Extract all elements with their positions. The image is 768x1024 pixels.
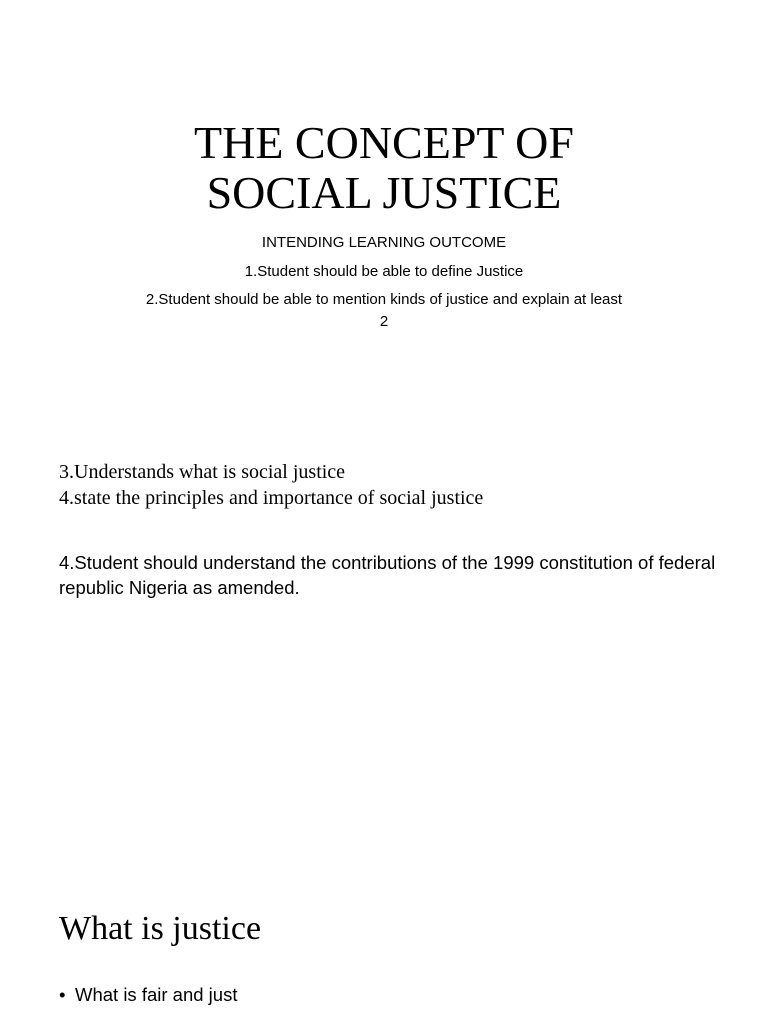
slide-title — [0, 0, 768, 400]
outcome-item-1: 1.Student should be able to define Justice — [244, 262, 524, 280]
slide-heading: What is justice — [59, 910, 262, 947]
bullet-item — [59, 983, 237, 1007]
slide-title-line-2: SOCIAL JUSTICE — [206, 167, 562, 218]
outcome-item-4: 4.state the principles and importance of social justice — [59, 487, 484, 509]
outcome-item-3: 3.Understands what is social justice — [59, 461, 346, 483]
slide-title-line-1: THE CONCEPT OF — [194, 117, 574, 168]
learning-outcomes — [60, 229, 708, 333]
outcome-item-4b: 4.Student should understand the contributions of the 1999 constitution of federal republic Nigeria as amended. — [59, 552, 716, 598]
bullet-symbol: • — [59, 984, 66, 1005]
bullet-text: What is fair and just — [75, 984, 238, 1005]
outcomes-continued-list — [59, 459, 483, 511]
outcome-item-2-line-1: 2.Student should be able to mention kinds of justice and explain at least — [145, 291, 623, 308]
outcome-item-2 — [60, 286, 708, 333]
outcome-item-2-line-2: 2 — [379, 313, 389, 330]
outcomes-heading: INTENDING LEARNING OUTCOME — [261, 234, 507, 251]
